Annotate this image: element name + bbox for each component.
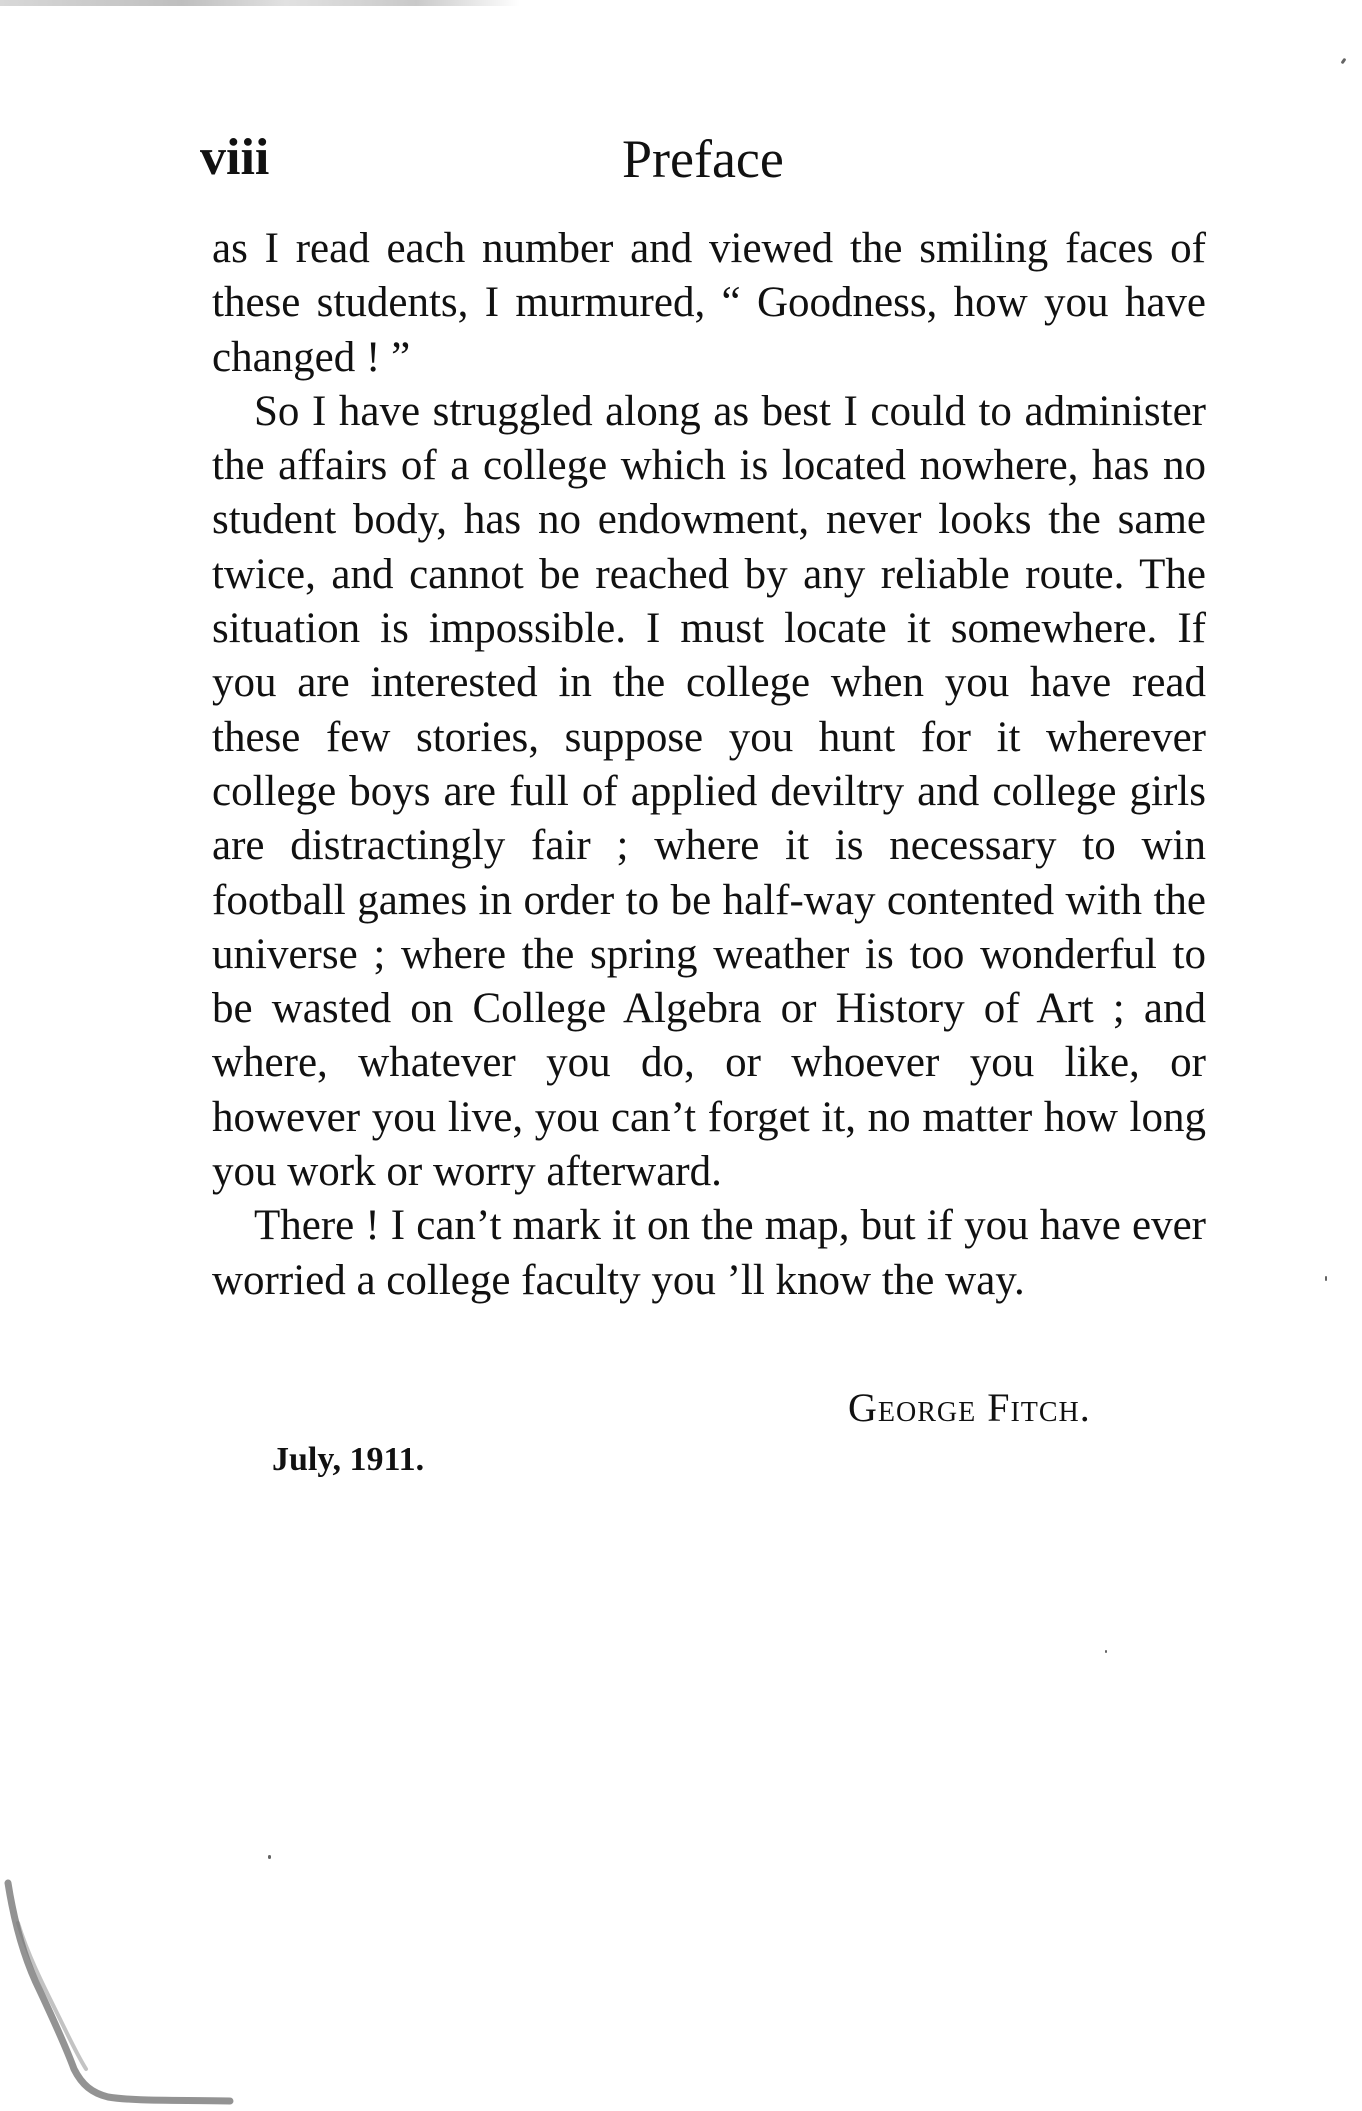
body-text — [212, 222, 1206, 1308]
running-title: Preface — [622, 129, 784, 189]
scan-speck — [1341, 58, 1347, 65]
scan-speck — [1325, 1276, 1327, 1281]
page-header — [200, 129, 1200, 202]
paragraph-continuation: as I read each number and viewed the smiling faces of these students, I murmured, “ Goodness, how you have changed ! ” — [212, 225, 1206, 381]
scan-corner-mark — [0, 1871, 240, 2111]
paragraph-closing: There ! I can’t mark it on the map, but if you have ever worried a college faculty you ’ll know the way. — [212, 1202, 1206, 1304]
scan-speck — [268, 1855, 271, 1859]
author-signature: George Fitch. — [848, 1385, 1091, 1430]
preface-date: July, 1911. — [272, 1441, 425, 1478]
paragraph-main: So I have struggled along as best I could to administer the affairs of a college which is located nowhere, has no student body, has no endowment, never looks the same twice, and cannot be reached by any reliable route. The situation is impossible. I must locate it somewhere. If you are interested in the college when you have read these few stories, suppose you hunt for it wherever college boys are full of applied deviltry and college girls are distractingly fair ; where it is necessary to win football games in order to be half-way contented with the universe ; where the spring weather is too wonderful to be wasted on College Algebra or History of Art ; and where, whatever you do, or whoever you like, or however you live, you can’t forget it, no matter how long you work or worry afterward. — [212, 387, 1206, 1196]
scan-speck — [1105, 1650, 1107, 1653]
page-number: viii — [200, 129, 270, 186]
scan-top-edge — [0, 0, 520, 6]
